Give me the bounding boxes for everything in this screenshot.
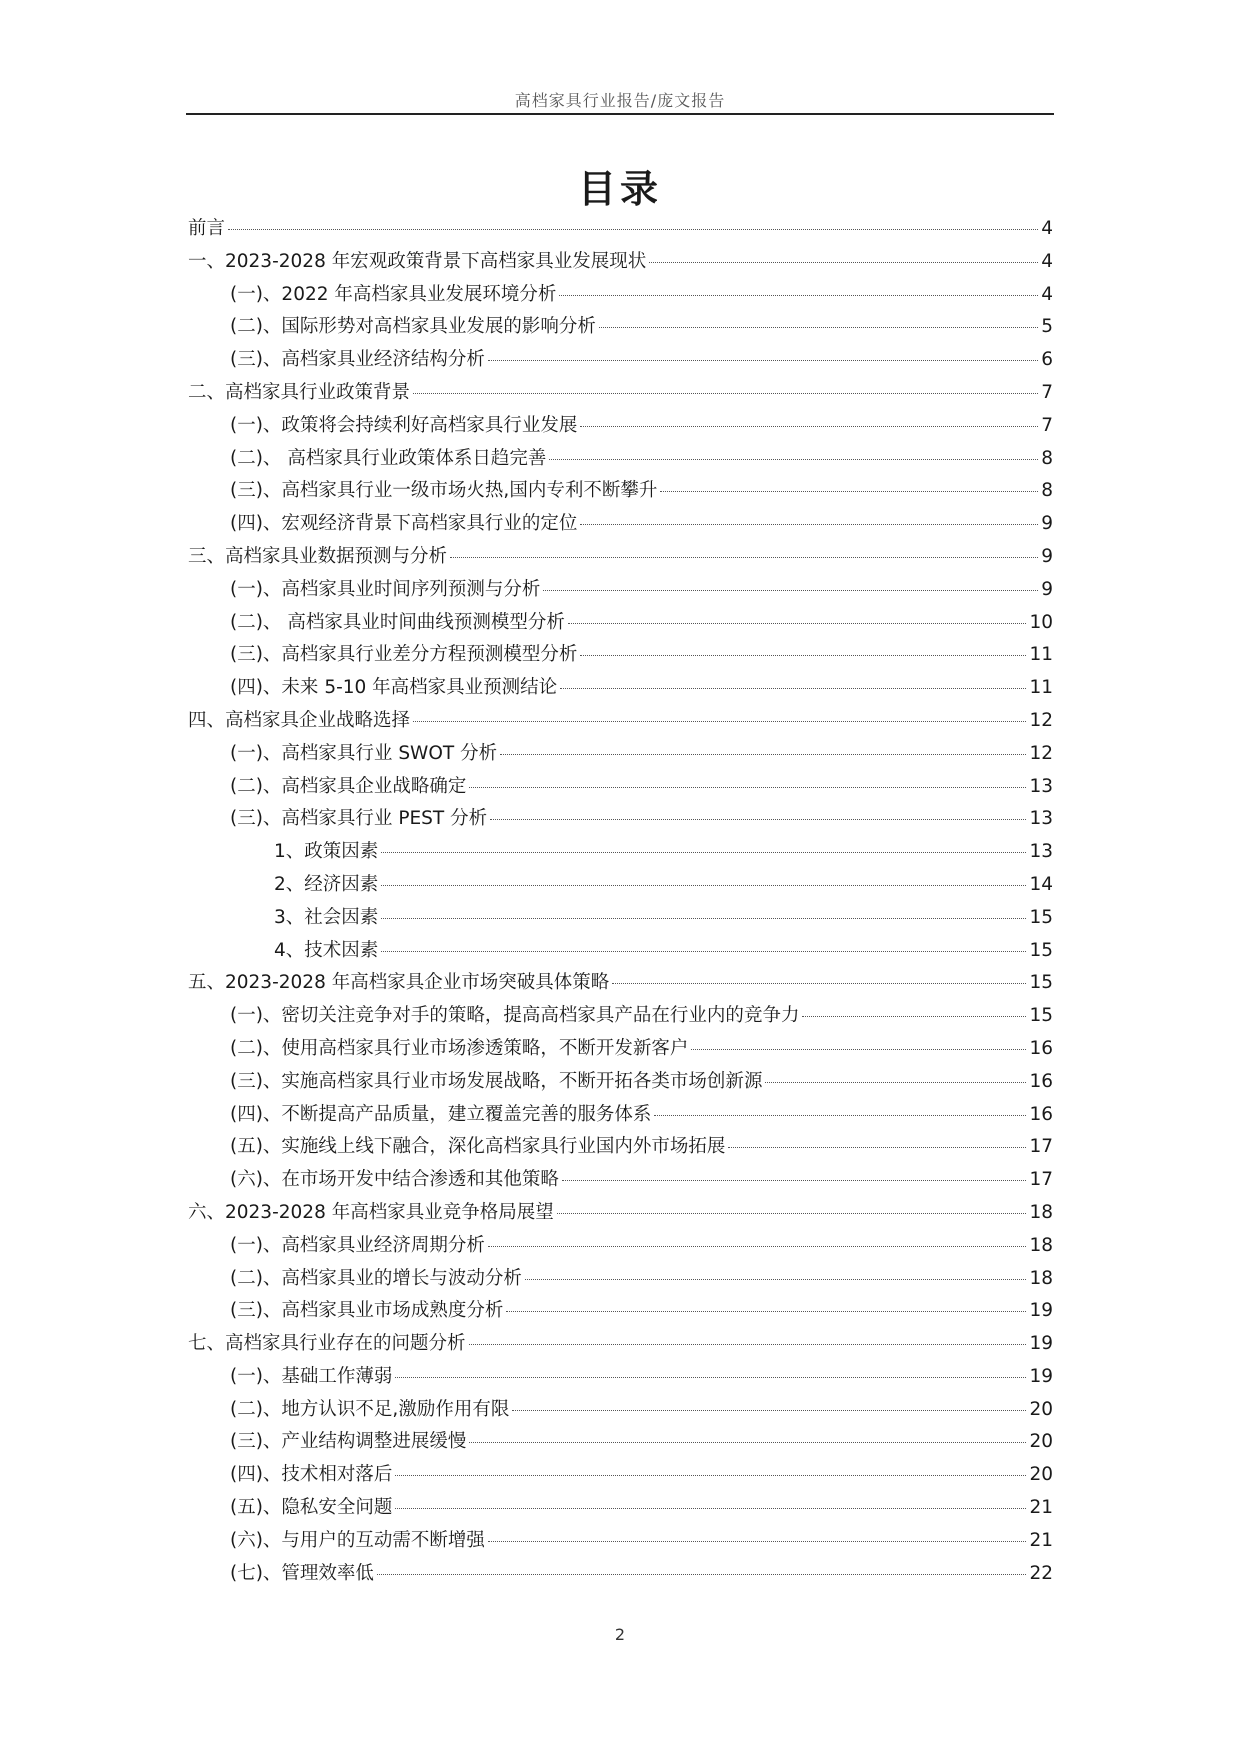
toc-entry-page: 8 [1041, 480, 1053, 502]
toc-dot-leader [559, 295, 1038, 296]
toc-dot-leader [488, 360, 1038, 361]
toc-entry-page: 22 [1029, 1562, 1053, 1584]
toc-entry-label: (三)、产业结构调整进展缓慢 [230, 1431, 467, 1453]
toc-entry[interactable] [188, 968, 1053, 1001]
toc-entry[interactable] [188, 1526, 1053, 1559]
toc-entry-label: (六)、在市场开发中结合渗透和其他策略 [230, 1169, 559, 1191]
toc-entry-page: 7 [1041, 381, 1053, 403]
toc-dot-leader [469, 1442, 1026, 1443]
toc-dot-leader [413, 393, 1038, 394]
toc-entry-page: 12 [1029, 742, 1053, 764]
toc-dot-leader [802, 1016, 1026, 1017]
toc-dot-leader [612, 983, 1026, 984]
toc-entry-label: (二)、 高档家具行业政策体系日趋完善 [230, 447, 547, 469]
toc-entry[interactable] [188, 1296, 1053, 1329]
toc-entry-page: 20 [1029, 1464, 1053, 1486]
toc-dot-leader [543, 590, 1038, 591]
toc-entry-label: (一)、密切关注竞争对手的策略，提高高档家具产品在行业内的竞争力 [230, 1005, 800, 1027]
toc-entry-label: (一)、2022 年高档家具业发展环境分析 [230, 283, 557, 305]
toc-entry-label: 七、高档家具行业存在的问题分析 [188, 1333, 466, 1355]
toc-entry-label: (四)、未来 5-10 年高档家具业预测结论 [230, 677, 558, 699]
toc-entry-page: 12 [1029, 709, 1053, 731]
toc-entry-page: 5 [1041, 316, 1053, 338]
toc-entry[interactable] [188, 1264, 1053, 1297]
toc-dot-leader [525, 1279, 1027, 1280]
toc-entry-page: 17 [1029, 1169, 1053, 1191]
toc-entry-label: 2、经济因素 [274, 873, 379, 895]
toc-entry-page: 7 [1041, 414, 1053, 436]
toc-entry-label: (三)、高档家具行业 PEST 分析 [230, 808, 488, 830]
toc-dot-leader [580, 426, 1038, 427]
toc-entry-label: (三)、实施高档家具行业市场发展战略，不断开拓各类市场创新源 [230, 1070, 763, 1092]
toc-entry[interactable] [188, 804, 1053, 837]
toc-entry-page: 15 [1029, 906, 1053, 928]
toc-dot-leader [381, 951, 1026, 952]
page-title: 目录 [577, 167, 662, 211]
toc-entry[interactable] [188, 411, 1053, 444]
toc-dot-leader [395, 1475, 1026, 1476]
toc-entry-page: 11 [1029, 644, 1053, 666]
toc-entry-label: 二、高档家具行业政策背景 [188, 381, 411, 403]
toc-entry-page: 13 [1029, 808, 1053, 830]
toc-entry-page: 4 [1041, 283, 1053, 305]
toc-dot-leader [228, 229, 1038, 230]
toc-entry-label: 六、2023-2028 年高档家具业竞争格局展望 [188, 1201, 554, 1223]
toc-entry-page: 21 [1029, 1497, 1053, 1519]
toc-entry-page: 18 [1029, 1267, 1053, 1289]
toc-dot-leader [469, 1344, 1027, 1345]
toc-entry-label: (一)、高档家具业时间序列预测与分析 [230, 578, 541, 600]
toc-entry[interactable] [188, 772, 1053, 805]
toc-dot-leader [381, 885, 1026, 886]
toc-dot-leader [765, 1082, 1026, 1083]
toc-entry[interactable] [188, 280, 1053, 313]
toc-entry-page: 10 [1029, 611, 1053, 633]
toc-entry[interactable] [188, 1001, 1053, 1034]
toc-dot-leader [450, 557, 1038, 558]
toc-entry-label: 前言 [188, 218, 226, 239]
toc-entry-label: (六)、与用户的互动需不断增强 [230, 1529, 485, 1551]
toc-entry-label: (三)、高档家具业市场成熟度分析 [230, 1300, 504, 1322]
toc-entry-page: 8 [1041, 447, 1053, 469]
toc-entry[interactable] [188, 870, 1053, 903]
toc-dot-leader [568, 623, 1027, 624]
toc-entry-label: (四)、技术相对落后 [230, 1464, 393, 1486]
toc-entry[interactable] [188, 1362, 1053, 1395]
toc-entry-page: 16 [1029, 1103, 1053, 1125]
toc-entry-page: 20 [1029, 1398, 1053, 1420]
toc-dot-leader [562, 1180, 1027, 1181]
toc-entry[interactable] [188, 1460, 1053, 1493]
toc-entry-page: 18 [1029, 1234, 1053, 1256]
toc-entry[interactable] [188, 1231, 1053, 1264]
toc-entry-page: 18 [1029, 1201, 1053, 1223]
toc-entry[interactable] [188, 673, 1053, 706]
toc-entry-label: (三)、高档家具业经济结构分析 [230, 349, 485, 371]
toc-entry[interactable] [188, 1395, 1053, 1428]
toc-entry-page: 11 [1029, 677, 1053, 699]
toc-entry-page: 4 [1041, 250, 1053, 272]
toc-entry-label: (二)、高档家具业的增长与波动分析 [230, 1267, 522, 1289]
toc-entry-page: 9 [1041, 578, 1053, 600]
toc-entry[interactable] [188, 378, 1053, 411]
toc-entry[interactable] [188, 1132, 1053, 1165]
toc-entry-page: 13 [1029, 841, 1053, 863]
toc-entry-label: (五)、实施线上线下融合，深化高档家具行业国内外市场拓展 [230, 1136, 726, 1158]
toc-dot-leader [649, 262, 1038, 263]
toc-dot-leader [512, 1410, 1026, 1411]
toc-entry-page: 19 [1029, 1365, 1053, 1387]
toc-entry[interactable] [188, 1198, 1053, 1231]
toc-dot-leader [580, 524, 1038, 525]
toc-entry-label: 四、高档家具企业战略选择 [188, 709, 411, 731]
toc-entry[interactable] [188, 214, 1053, 247]
toc-entry-label: (五)、隐私安全问题 [230, 1497, 393, 1519]
toc-dot-leader [413, 721, 1026, 722]
toc-entry[interactable] [188, 837, 1053, 870]
toc-entry-page: 14 [1029, 873, 1053, 895]
toc-entry-label: (一)、高档家具业经济周期分析 [230, 1234, 485, 1256]
running-header: 高档家具行业报告/庞文报告 [514, 91, 726, 110]
toc-entry-page: 17 [1029, 1136, 1053, 1158]
toc-entry[interactable] [188, 509, 1053, 542]
table-of-contents [188, 214, 1053, 1591]
toc-entry-page: 15 [1029, 1005, 1053, 1027]
toc-dot-leader [395, 1377, 1026, 1378]
toc-entry[interactable] [188, 476, 1053, 509]
toc-entry-label: (二)、使用高档家具行业市场渗透策略，不断开发新客户 [230, 1037, 689, 1059]
toc-dot-leader [660, 491, 1038, 492]
toc-dot-leader [728, 1147, 1026, 1148]
toc-dot-leader [549, 459, 1038, 460]
toc-dot-leader [488, 1246, 1027, 1247]
toc-entry-label: 3、社会因素 [274, 906, 379, 928]
toc-entry[interactable] [188, 444, 1053, 477]
toc-entry[interactable] [188, 1493, 1053, 1526]
toc-dot-leader [654, 1115, 1026, 1116]
toc-entry-page: 16 [1029, 1070, 1053, 1092]
toc-dot-leader [506, 1311, 1026, 1312]
toc-entry[interactable] [188, 1427, 1053, 1460]
toc-entry-label: 五、2023-2028 年高档家具企业市场突破具体策略 [188, 972, 610, 994]
toc-entry-page: 15 [1029, 972, 1053, 994]
toc-dot-leader [490, 819, 1026, 820]
toc-entry-label: (二)、国际形势对高档家具业发展的影响分析 [230, 316, 596, 338]
toc-entry-page: 20 [1029, 1431, 1053, 1453]
toc-entry[interactable] [188, 312, 1053, 345]
toc-dot-leader [395, 1508, 1026, 1509]
toc-entry-label: (二)、地方认识不足,激励作用有限 [230, 1398, 510, 1420]
toc-entry[interactable] [188, 1067, 1053, 1100]
toc-entry-label: (二)、高档家具企业战略确定 [230, 775, 467, 797]
toc-dot-leader [560, 688, 1026, 689]
toc-entry-label: (二)、 高档家具业时间曲线预测模型分析 [230, 611, 565, 633]
toc-entry[interactable] [188, 706, 1053, 739]
toc-dot-leader [599, 327, 1038, 328]
toc-entry-label: (四)、不断提高产品质量，建立覆盖完善的服务体系 [230, 1103, 652, 1125]
toc-entry[interactable] [188, 247, 1053, 280]
toc-entry-label: (四)、宏观经济背景下高档家具行业的定位 [230, 513, 578, 535]
toc-entry-label: (三)、高档家具行业差分方程预测模型分析 [230, 644, 578, 666]
toc-entry-label: 1、政策因素 [274, 841, 379, 863]
toc-dot-leader [580, 655, 1026, 656]
toc-entry-label: (七)、管理效率低 [230, 1562, 374, 1584]
toc-entry[interactable] [188, 1329, 1053, 1362]
toc-entry-page: 6 [1041, 349, 1053, 371]
toc-entry[interactable] [188, 1559, 1053, 1592]
toc-entry[interactable] [188, 608, 1053, 641]
toc-entry[interactable] [188, 640, 1053, 673]
toc-entry[interactable] [188, 1165, 1053, 1198]
toc-dot-leader [381, 918, 1026, 919]
toc-dot-leader [381, 852, 1026, 853]
toc-entry[interactable] [188, 575, 1053, 608]
toc-entry-page: 9 [1041, 513, 1053, 535]
toc-entry[interactable] [188, 1034, 1053, 1067]
toc-dot-leader [377, 1574, 1027, 1575]
toc-dot-leader [557, 1213, 1027, 1214]
toc-dot-leader [500, 754, 1026, 755]
toc-entry-label: (一)、高档家具行业 SWOT 分析 [230, 742, 498, 764]
toc-entry-page: 9 [1041, 545, 1053, 567]
toc-entry[interactable] [188, 1100, 1053, 1133]
toc-dot-leader [469, 787, 1026, 788]
toc-entry[interactable] [188, 739, 1053, 772]
toc-entry[interactable] [188, 903, 1053, 936]
toc-entry-label: (三)、高档家具行业一级市场火热,国内专利不断攀升 [230, 480, 658, 502]
toc-entry[interactable] [188, 936, 1053, 969]
toc-entry-page: 19 [1029, 1300, 1053, 1322]
toc-entry-page: 16 [1029, 1037, 1053, 1059]
page-number: 2 [614, 1625, 626, 1644]
toc-entry-label: 4、技术因素 [274, 939, 379, 961]
toc-entry[interactable] [188, 345, 1053, 378]
toc-entry-label: (一)、政策将会持续利好高档家具行业发展 [230, 414, 578, 436]
toc-entry-page: 15 [1029, 939, 1053, 961]
toc-entry-page: 13 [1029, 775, 1053, 797]
toc-entry-label: (一)、基础工作薄弱 [230, 1365, 393, 1387]
toc-dot-leader [691, 1049, 1026, 1050]
toc-entry-page: 19 [1029, 1333, 1053, 1355]
header-divider [186, 113, 1054, 115]
toc-dot-leader [488, 1541, 1027, 1542]
toc-entry-page: 21 [1029, 1529, 1053, 1551]
toc-entry-page: 4 [1041, 218, 1053, 239]
toc-entry-label: 一、2023-2028 年宏观政策背景下高档家具业发展现状 [188, 250, 647, 272]
toc-entry-label: 三、高档家具业数据预测与分析 [188, 545, 448, 567]
toc-entry[interactable] [188, 542, 1053, 575]
